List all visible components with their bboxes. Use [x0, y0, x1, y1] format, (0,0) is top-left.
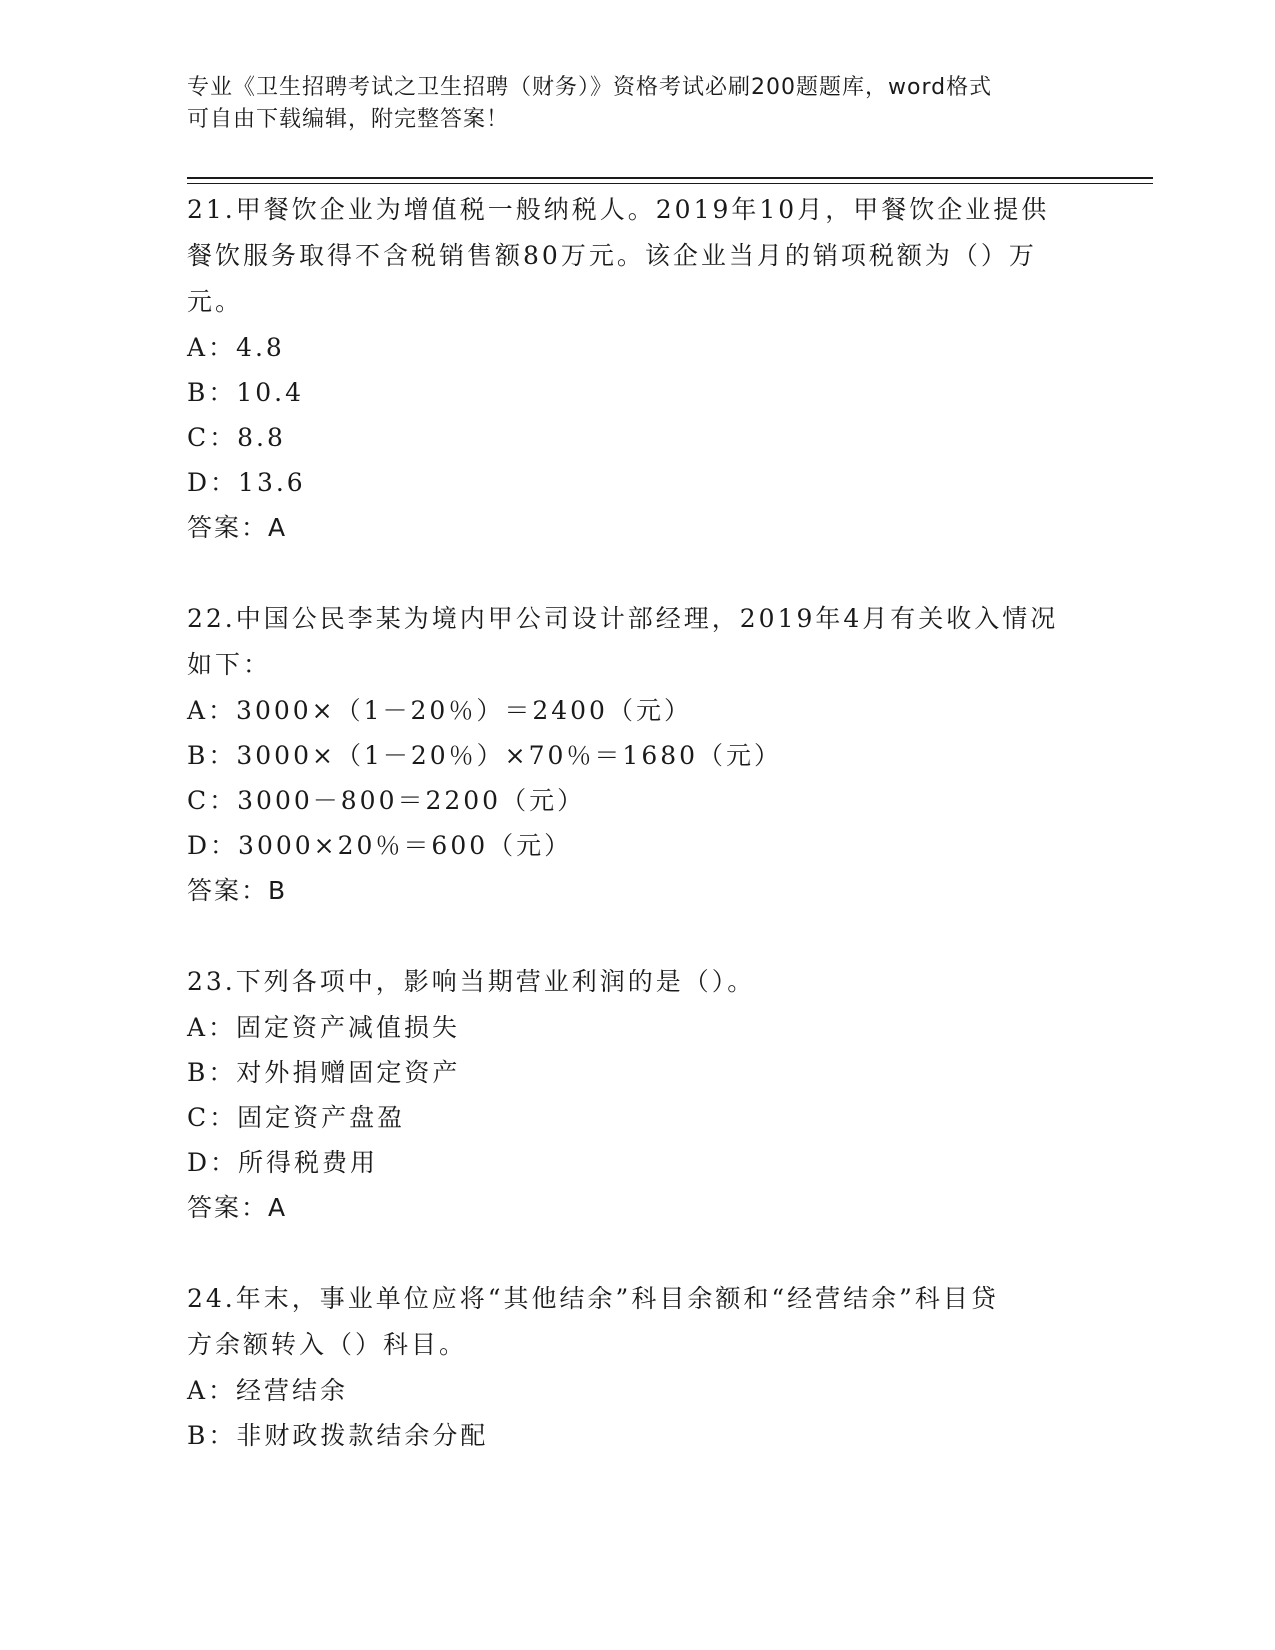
stem-line: 元。: [187, 287, 244, 316]
option-b: B：10.4: [187, 378, 305, 407]
option-b: B：非财政拨款结余分配: [187, 1421, 489, 1450]
stem-line: 21.甲餐饮企业为增值税一般纳税人。2019年10月，甲餐饮企业提供: [187, 195, 1050, 224]
spacer: [187, 551, 1087, 596]
option-d: D：3000×20％＝600（元）: [187, 831, 573, 860]
question-stem: [187, 187, 1087, 325]
spacer: [187, 1231, 1087, 1276]
stem-line: 餐饮服务取得不含税销售额80万元。该企业当月的销项税额为（）万: [187, 241, 1037, 270]
answer-label: 答案：A: [187, 513, 288, 542]
question-24: [187, 1276, 1087, 1458]
option-c: C：8.8: [187, 423, 286, 452]
header-line-2: 可自由下载编辑，附完整答案！: [187, 107, 510, 132]
option-b: B：对外捐赠固定资产: [187, 1058, 461, 1087]
stem-line: 如下：: [187, 650, 272, 679]
question-22: [187, 596, 1087, 914]
option-c: C：固定资产盘盈: [187, 1103, 406, 1132]
document-header: [187, 72, 1087, 136]
stem-line: 方余额转入（）科目。: [187, 1330, 468, 1359]
option-a: A：4.8: [187, 333, 285, 362]
question-21: [187, 187, 1087, 551]
header-divider-thin: [187, 183, 1153, 184]
stem-line: 24.年末，事业单位应将“其他结余”科目余额和“经营结余”科目贷: [187, 1284, 999, 1313]
question-stem: [187, 596, 1087, 688]
stem-line: 22.中国公民李某为境内甲公司设计部经理，2019年4月有关收入情况: [187, 604, 1059, 633]
option-a: A：固定资产减值损失: [187, 1013, 461, 1042]
answer-label: 答案：B: [187, 876, 288, 905]
option-a: A：经营结余: [187, 1376, 349, 1405]
option-d: D：13.6: [187, 468, 306, 497]
option-a: A：3000×（1－20％）＝2400（元）: [187, 696, 692, 725]
option-d: D：所得税费用: [187, 1148, 379, 1177]
question-stem: [187, 959, 1087, 1005]
header-line-1: 专业《卫生招聘考试之卫生招聘（财务）》资格考试必刷200题题库，word格式: [187, 75, 993, 100]
answer-label: 答案：A: [187, 1193, 288, 1222]
option-c: C：3000－800＝2200（元）: [187, 786, 586, 815]
stem-line: 23.下列各项中，影响当期营业利润的是（）。: [187, 967, 756, 996]
spacer: [187, 914, 1087, 959]
question-stem: [187, 1276, 1087, 1368]
option-b: B：3000×（1－20％）×70％＝1680（元）: [187, 741, 783, 770]
question-list: [187, 187, 1087, 1458]
question-23: [187, 959, 1087, 1231]
header-divider-thick: [187, 177, 1153, 179]
